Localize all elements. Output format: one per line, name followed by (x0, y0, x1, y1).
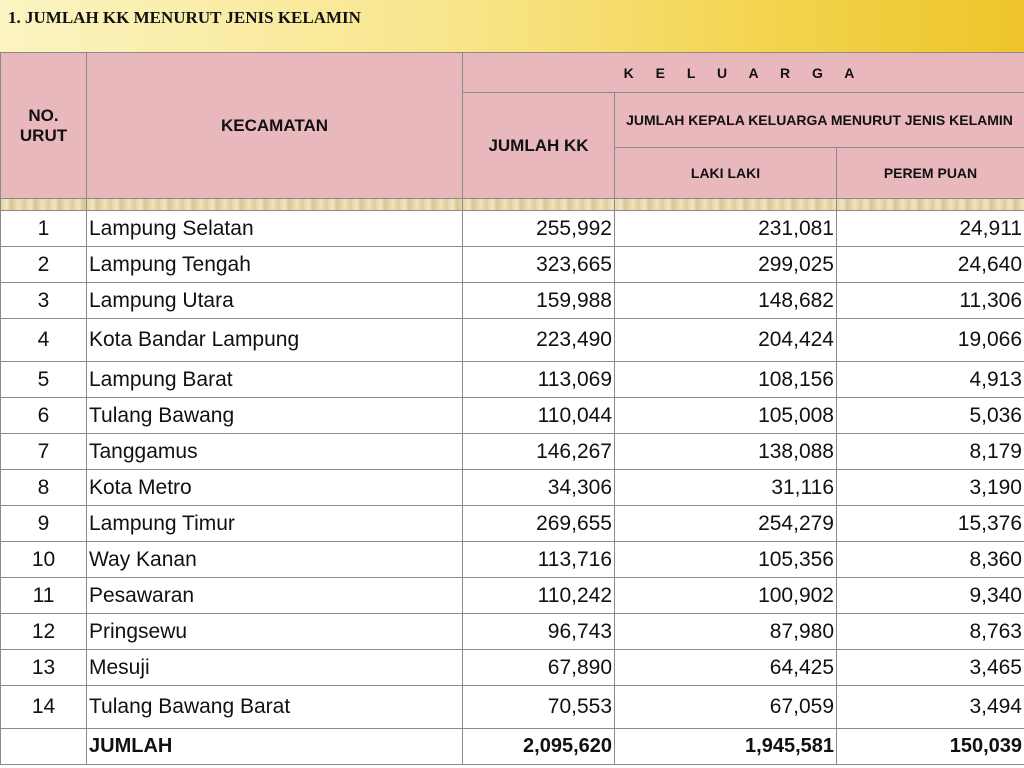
row-no: 1 (1, 211, 87, 247)
page-title: 1. JUMLAH KK MENURUT JENIS KELAMIN (8, 8, 361, 27)
row-jumlah-kk: 67,890 (463, 650, 615, 686)
title-bar (0, 0, 1024, 52)
row-kecamatan: Lampung Tengah (87, 247, 463, 283)
row-perempuan: 8,360 (837, 542, 1024, 578)
row-perempuan: 9,340 (837, 578, 1024, 614)
row-laki-laki: 204,424 (615, 319, 837, 362)
header-jumlah-kepala: JUMLAH KEPALA KELUARGA MENURUT JENIS KELAMIN (615, 93, 1024, 148)
row-laki-laki: 105,008 (615, 398, 837, 434)
row-no: 14 (1, 686, 87, 729)
decorative-stripe (1, 199, 1024, 211)
row-perempuan: 15,376 (837, 506, 1024, 542)
total-label: JUMLAH (87, 729, 463, 765)
row-kecamatan: Mesuji (87, 650, 463, 686)
table-row (1, 283, 1024, 319)
row-kecamatan: Kota Metro (87, 470, 463, 506)
row-no: 5 (1, 362, 87, 398)
total-row (1, 729, 1024, 765)
row-no: 11 (1, 578, 87, 614)
row-perempuan: 24,911 (837, 211, 1024, 247)
row-jumlah-kk: 96,743 (463, 614, 615, 650)
row-laki-laki: 31,116 (615, 470, 837, 506)
header-perempuan: PEREM PUAN (837, 148, 1024, 199)
total-jumlah-kk: 2,095,620 (463, 729, 615, 765)
table-row (1, 362, 1024, 398)
total-no (1, 729, 87, 765)
row-kecamatan: Tulang Bawang (87, 398, 463, 434)
row-no: 6 (1, 398, 87, 434)
row-jumlah-kk: 70,553 (463, 686, 615, 729)
row-no: 13 (1, 650, 87, 686)
row-no: 4 (1, 319, 87, 362)
row-perempuan: 11,306 (837, 283, 1024, 319)
row-kecamatan: Tulang Bawang Barat (87, 686, 463, 729)
row-kecamatan: Tanggamus (87, 434, 463, 470)
total-laki-laki: 1,945,581 (615, 729, 837, 765)
row-laki-laki: 299,025 (615, 247, 837, 283)
row-laki-laki: 254,279 (615, 506, 837, 542)
row-jumlah-kk: 110,044 (463, 398, 615, 434)
row-perempuan: 3,494 (837, 686, 1024, 729)
table-row (1, 686, 1024, 729)
row-no: 3 (1, 283, 87, 319)
row-kecamatan: Lampung Selatan (87, 211, 463, 247)
table-row (1, 211, 1024, 247)
table-row (1, 247, 1024, 283)
row-kecamatan: Lampung Barat (87, 362, 463, 398)
row-perempuan: 8,763 (837, 614, 1024, 650)
row-perempuan: 24,640 (837, 247, 1024, 283)
row-jumlah-kk: 34,306 (463, 470, 615, 506)
row-kecamatan: Lampung Timur (87, 506, 463, 542)
header-keluarga: K E L U A R G A (463, 53, 1024, 93)
row-kecamatan: Pringsewu (87, 614, 463, 650)
header-no-urut: NO. URUT (1, 53, 87, 199)
row-kecamatan: Pesawaran (87, 578, 463, 614)
row-jumlah-kk: 223,490 (463, 319, 615, 362)
row-perempuan: 5,036 (837, 398, 1024, 434)
row-jumlah-kk: 113,716 (463, 542, 615, 578)
row-laki-laki: 87,980 (615, 614, 837, 650)
row-jumlah-kk: 113,069 (463, 362, 615, 398)
row-no: 2 (1, 247, 87, 283)
row-laki-laki: 231,081 (615, 211, 837, 247)
table-row (1, 542, 1024, 578)
row-kecamatan: Lampung Utara (87, 283, 463, 319)
row-perempuan: 19,066 (837, 319, 1024, 362)
row-no: 8 (1, 470, 87, 506)
row-jumlah-kk: 255,992 (463, 211, 615, 247)
row-perempuan: 3,465 (837, 650, 1024, 686)
row-perempuan: 3,190 (837, 470, 1024, 506)
row-no: 9 (1, 506, 87, 542)
table-row (1, 506, 1024, 542)
header-laki-laki: LAKI LAKI (615, 148, 837, 199)
table-row (1, 614, 1024, 650)
row-laki-laki: 148,682 (615, 283, 837, 319)
table-row (1, 398, 1024, 434)
row-laki-laki: 138,088 (615, 434, 837, 470)
row-no: 7 (1, 434, 87, 470)
row-laki-laki: 108,156 (615, 362, 837, 398)
kk-table (0, 52, 1024, 765)
row-perempuan: 8,179 (837, 434, 1024, 470)
row-no: 12 (1, 614, 87, 650)
row-laki-laki: 64,425 (615, 650, 837, 686)
row-jumlah-kk: 146,267 (463, 434, 615, 470)
table-row (1, 470, 1024, 506)
table-row (1, 319, 1024, 362)
row-laki-laki: 67,059 (615, 686, 837, 729)
row-laki-laki: 100,902 (615, 578, 837, 614)
table-row (1, 650, 1024, 686)
table-row (1, 578, 1024, 614)
row-kecamatan: Kota Bandar Lampung (87, 319, 463, 362)
row-jumlah-kk: 269,655 (463, 506, 615, 542)
row-jumlah-kk: 110,242 (463, 578, 615, 614)
row-jumlah-kk: 323,665 (463, 247, 615, 283)
total-perempuan: 150,039 (837, 729, 1024, 765)
row-perempuan: 4,913 (837, 362, 1024, 398)
header-kecamatan: KECAMATAN (87, 53, 463, 199)
row-laki-laki: 105,356 (615, 542, 837, 578)
row-no: 10 (1, 542, 87, 578)
row-kecamatan: Way Kanan (87, 542, 463, 578)
table-row (1, 434, 1024, 470)
header-jumlah-kk: JUMLAH KK (463, 93, 615, 199)
row-jumlah-kk: 159,988 (463, 283, 615, 319)
